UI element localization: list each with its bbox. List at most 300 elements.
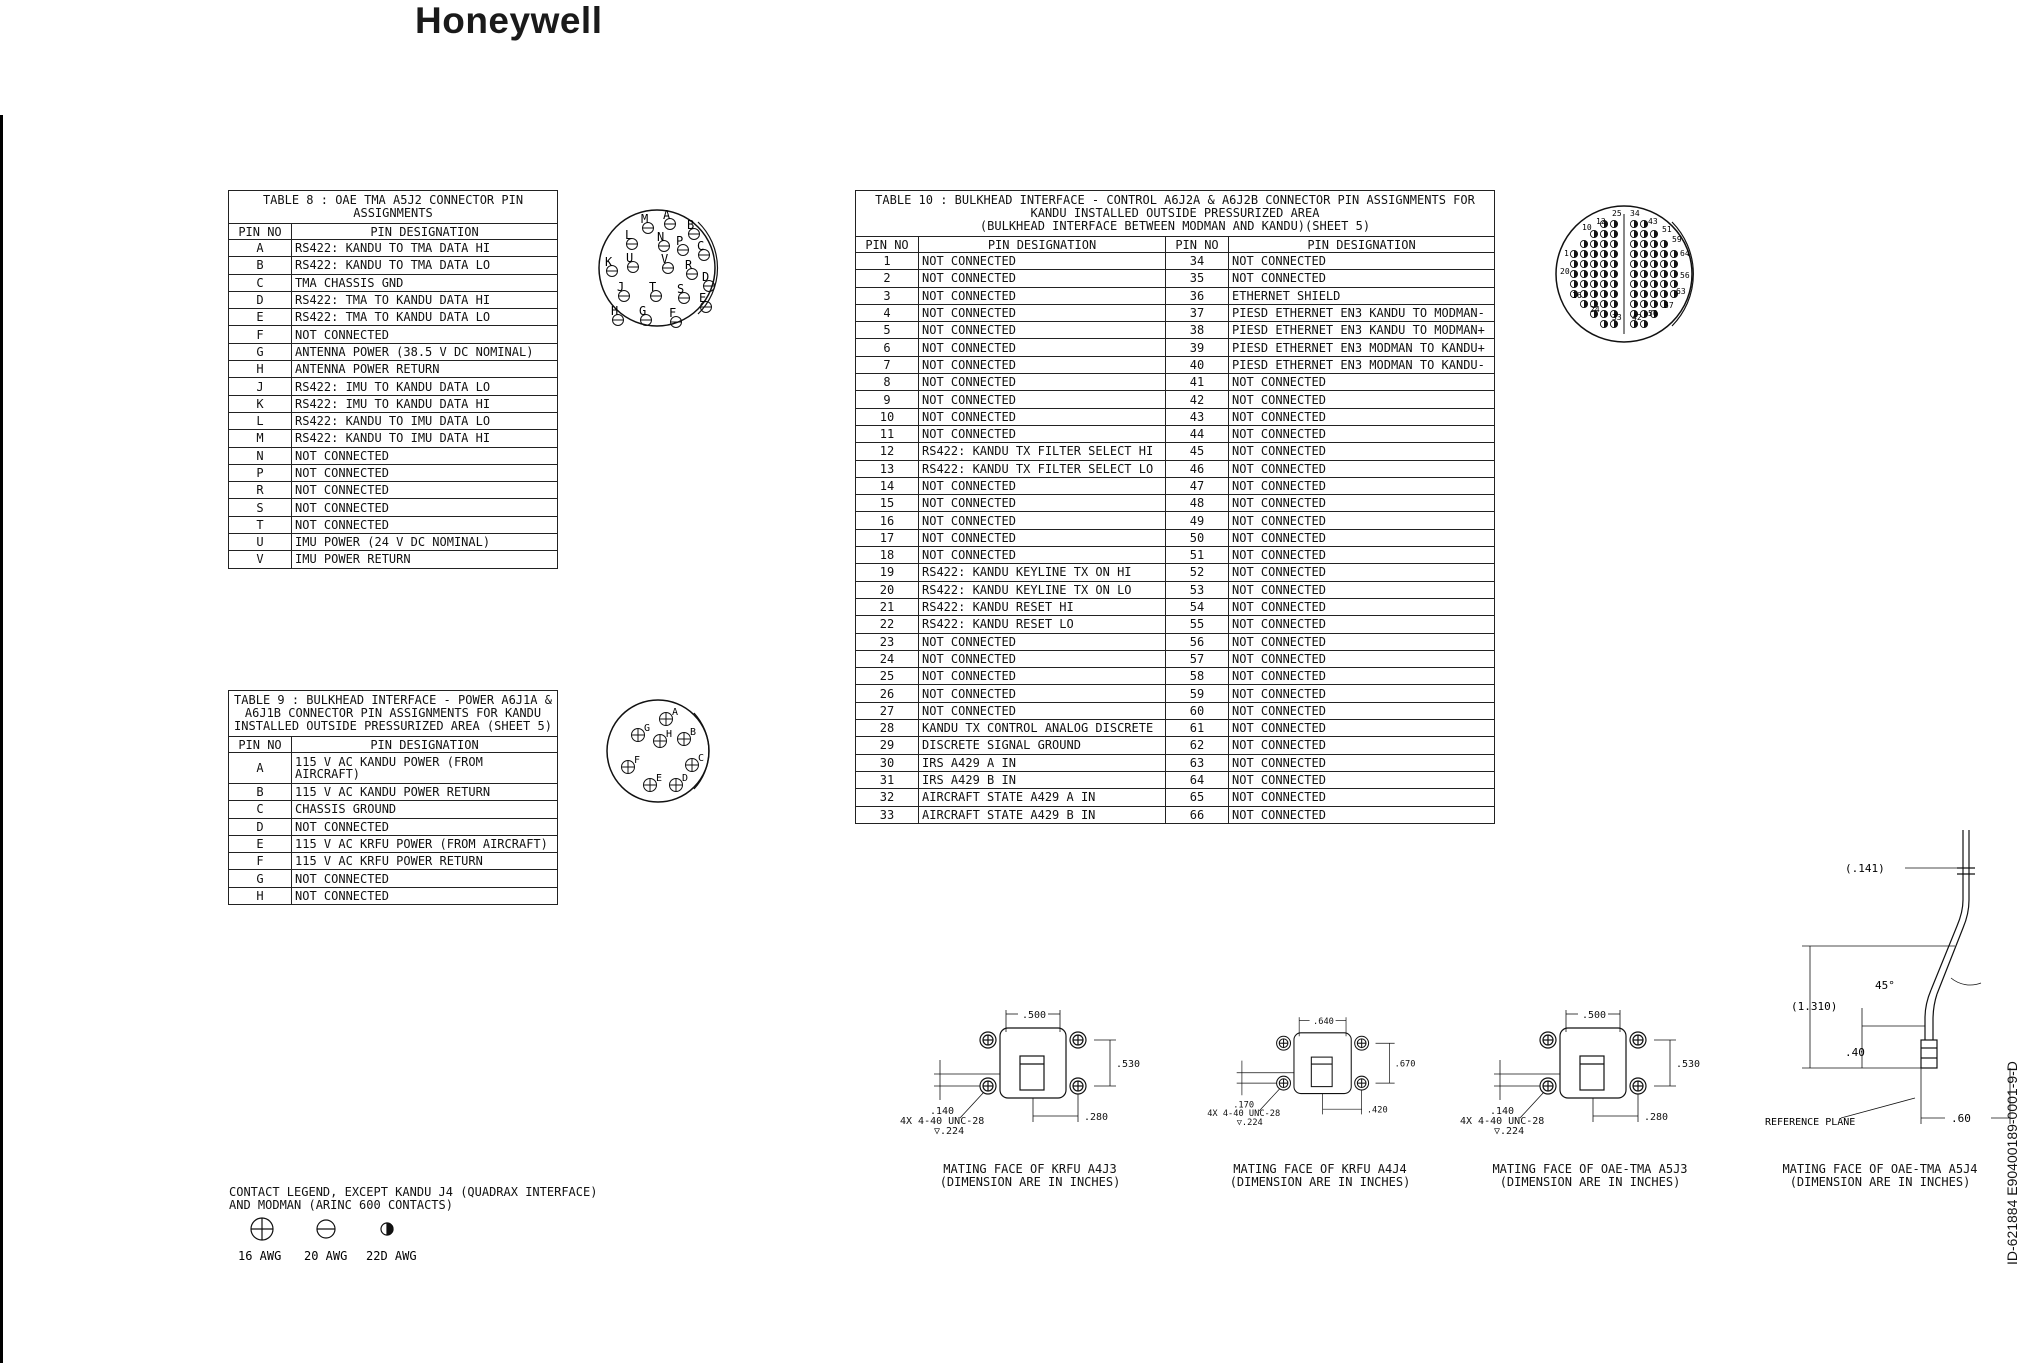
connector-a6j2-pin bbox=[1610, 280, 1617, 287]
connector-a6j2-pin bbox=[1650, 280, 1657, 287]
table-10-row bbox=[856, 529, 1495, 546]
table-10-pin-no: 59 bbox=[1166, 685, 1229, 702]
connector-a6j2-pin bbox=[1650, 250, 1657, 257]
table-10-pin-no: 32 bbox=[856, 789, 919, 806]
table-8-pin-no: L bbox=[229, 412, 292, 429]
table-8-pin-designation: NOT CONNECTED bbox=[292, 447, 558, 464]
table-10-row bbox=[856, 633, 1495, 650]
connector-a6j2-pin bbox=[1630, 260, 1637, 267]
table-10-pin-designation: NOT CONNECTED bbox=[1229, 391, 1495, 408]
table-10-pin-designation: PIESD ETHERNET EN3 MODMAN TO KANDU- bbox=[1229, 356, 1495, 373]
dim-left-label: .170 bbox=[1233, 1100, 1255, 1111]
a5j4-angle-arc bbox=[1951, 978, 1981, 985]
table-10-pin-no: 4 bbox=[856, 304, 919, 321]
table-9-row bbox=[229, 835, 558, 852]
connector-a5j2-pin-label: L bbox=[625, 228, 633, 242]
table-10-pin-designation: NOT CONNECTED bbox=[1229, 477, 1495, 494]
table-10-pin-no: 19 bbox=[856, 564, 919, 581]
contact-22d-awg-label: 22D AWG bbox=[366, 1249, 417, 1263]
a5j4-dim-60: .60 bbox=[1951, 1112, 1971, 1125]
table-10-header-pin-designation-2: PIN DESIGNATION bbox=[1229, 237, 1495, 253]
table-9-row bbox=[229, 887, 558, 904]
connector-a6j2-pin-number: 24 bbox=[1590, 305, 1600, 314]
connector-a6j2-pin bbox=[1630, 240, 1637, 247]
table-10-pin-designation: NOT CONNECTED bbox=[919, 356, 1166, 373]
table-10-pin-no: 44 bbox=[1166, 425, 1229, 442]
table-8-pin-designation: NOT CONNECTED bbox=[292, 482, 558, 499]
mating-face-caption bbox=[890, 1163, 1170, 1189]
connector-a6j2-pin-number: 20 bbox=[1560, 267, 1570, 276]
table-9-pin-no: H bbox=[229, 887, 292, 904]
table-10-pin-no: 50 bbox=[1166, 529, 1229, 546]
connector-a6j2-pin bbox=[1580, 270, 1587, 277]
connector-a6j1-pin bbox=[678, 727, 697, 746]
mating-face-caption bbox=[1450, 1163, 1730, 1189]
table-10-pin-designation: NOT CONNECTED bbox=[1229, 564, 1495, 581]
connector-a5j2-pin-label: A bbox=[663, 208, 671, 222]
table-10-pin-designation: NOT CONNECTED bbox=[1229, 495, 1495, 512]
dim-top-label: .500 bbox=[1022, 1010, 1047, 1021]
table-10-pin-designation: NOT CONNECTED bbox=[919, 408, 1166, 425]
table-9-pin-designation: 115 V AC KANDU POWER RETURN bbox=[292, 784, 558, 801]
table-10-pin-no: 66 bbox=[1166, 806, 1229, 823]
table-10-pin-no: 65 bbox=[1166, 789, 1229, 806]
table-10-pin-designation: RS422: KANDU KEYLINE TX ON LO bbox=[919, 581, 1166, 598]
connector-a6j2-pin-number: 56 bbox=[1680, 271, 1690, 280]
dim-right-label: .670 bbox=[1394, 1059, 1416, 1070]
connector-a6j2-pin-number: 63 bbox=[1676, 287, 1686, 296]
table-9-pin-no: F bbox=[229, 853, 292, 870]
table-10-pin-designation: NOT CONNECTED bbox=[1229, 581, 1495, 598]
a5j4-cable-drawing bbox=[1755, 828, 2020, 1133]
table-8-row bbox=[229, 447, 558, 464]
connector-a6j2-pin-number: 16 bbox=[1572, 291, 1582, 300]
connector-a6j1-pin bbox=[632, 723, 651, 742]
callout-leader bbox=[1520, 1092, 1544, 1118]
table-8-row bbox=[229, 326, 558, 343]
connector-a6j2-pin bbox=[1610, 220, 1617, 227]
connector-a6j2-pin bbox=[1580, 300, 1587, 307]
contact-legend-symbols bbox=[230, 1216, 440, 1264]
connector-a6j2-pin bbox=[1660, 260, 1667, 267]
table-10-pin-no: 27 bbox=[856, 702, 919, 719]
table-10-pin-no: 57 bbox=[1166, 650, 1229, 667]
connector-a6j2-pin bbox=[1580, 240, 1587, 247]
table-10-row bbox=[856, 806, 1495, 823]
connector-a6j2-pin bbox=[1660, 250, 1667, 257]
table-8-row bbox=[229, 464, 558, 481]
connector-a6j2-pin bbox=[1570, 250, 1577, 257]
connector-a5j2-pin-label: V bbox=[661, 252, 669, 266]
table-8-pin-designation: NOT CONNECTED bbox=[292, 326, 558, 343]
table-10-row bbox=[856, 685, 1495, 702]
table-10-pin-designation: NOT CONNECTED bbox=[919, 374, 1166, 391]
table-10-pin-designation: RS422: KANDU TX FILTER SELECT LO bbox=[919, 460, 1166, 477]
connector-a6j2-pin bbox=[1610, 230, 1617, 237]
table-10-pin-no: 56 bbox=[1166, 633, 1229, 650]
table-10-pin-designation: NOT CONNECTED bbox=[1229, 598, 1495, 615]
connector-a6j2-pin bbox=[1640, 260, 1647, 267]
connector-a6j2-pin bbox=[1650, 300, 1657, 307]
table-8-body bbox=[229, 240, 558, 569]
table-10-pin-no: 51 bbox=[1166, 547, 1229, 564]
connector-a6j2-pin bbox=[1600, 240, 1607, 247]
figure-id: ID-621884 E90400189-0001-9-D bbox=[2004, 1061, 2020, 1265]
table-10-pin-no: 35 bbox=[1166, 270, 1229, 287]
a5j4-cable-bend-2 bbox=[1933, 994, 1937, 1040]
connector-a5j2-pin-label: M bbox=[641, 212, 649, 226]
a5j4-dim-1310: (1.310) bbox=[1791, 1000, 1838, 1013]
table-10-row bbox=[856, 408, 1495, 425]
table-8-row bbox=[229, 361, 558, 378]
connector-a5j2-pin-label: P bbox=[676, 234, 684, 248]
table-10-pin-no: 60 bbox=[1166, 702, 1229, 719]
table-9-pin-designation: NOT CONNECTED bbox=[292, 887, 558, 904]
table-10-pin-no: 22 bbox=[856, 616, 919, 633]
table-10-pin-no: 17 bbox=[856, 529, 919, 546]
connector-a6j2-pin bbox=[1640, 240, 1647, 247]
table-8-pin-no: U bbox=[229, 534, 292, 551]
honeywell-logo: Honeywell bbox=[415, 0, 603, 41]
a5j4-caption-line-1: MATING FACE OF OAE-TMA A5J4 bbox=[1782, 1162, 1978, 1176]
dim-right-label: .530 bbox=[1116, 1059, 1141, 1070]
connector-a6j2-pin bbox=[1650, 290, 1657, 297]
table-10-row bbox=[856, 443, 1495, 460]
table-10-pin-designation: NOT CONNECTED bbox=[1229, 253, 1495, 270]
table-10-pin-no: 55 bbox=[1166, 616, 1229, 633]
table-10-pin-no: 10 bbox=[856, 408, 919, 425]
table-8-pin-designation: RS422: KANDU TO IMU DATA LO bbox=[292, 412, 558, 429]
a5j4-caption-line-2: (DIMENSION ARE IN INCHES) bbox=[1789, 1175, 1971, 1189]
mating-face-key bbox=[1311, 1057, 1332, 1087]
table-10-pin-no: 29 bbox=[856, 737, 919, 754]
table-9-header-pin-no: PIN NO bbox=[229, 737, 292, 753]
table-9-pin-designation: CHASSIS GROUND bbox=[292, 801, 558, 818]
table-10-pin-designation: NOT CONNECTED bbox=[1229, 633, 1495, 650]
connector-a5j2-pin bbox=[626, 251, 639, 273]
connector-a5j2-pin-label: G bbox=[639, 304, 647, 318]
table-10-pin-designation: NOT CONNECTED bbox=[1229, 547, 1495, 564]
mating-face-caption bbox=[1190, 1163, 1450, 1189]
connector-a6j2-pin-number: 12 bbox=[1596, 217, 1606, 226]
connector-a5j2-pin bbox=[677, 282, 690, 304]
table-10-pin-designation: NOT CONNECTED bbox=[1229, 702, 1495, 719]
table-10-pin-designation: NOT CONNECTED bbox=[919, 391, 1166, 408]
table-10-pin-designation: NOT CONNECTED bbox=[1229, 512, 1495, 529]
table-9-body bbox=[229, 753, 558, 905]
table-10-pin-no: 33 bbox=[856, 806, 919, 823]
table-8-pin-designation: ANTENNA POWER RETURN bbox=[292, 361, 558, 378]
table-10-pin-no: 36 bbox=[1166, 287, 1229, 304]
table-10-row bbox=[856, 460, 1495, 477]
table-10-pin-no: 47 bbox=[1166, 477, 1229, 494]
table-10-pin-no: 8 bbox=[856, 374, 919, 391]
table-8-row bbox=[229, 240, 558, 257]
connector-a6j2-pin-number: 34 bbox=[1630, 209, 1640, 218]
table-8-row bbox=[229, 499, 558, 516]
table-10-pin-no: 45 bbox=[1166, 443, 1229, 460]
table-10-row bbox=[856, 304, 1495, 321]
table-10-pin-designation: DISCRETE SIGNAL GROUND bbox=[919, 737, 1166, 754]
a5j4-dim-40: .40 bbox=[1845, 1046, 1865, 1059]
table-10-pin-designation: NOT CONNECTED bbox=[919, 668, 1166, 685]
connector-a6j2-pin bbox=[1600, 270, 1607, 277]
connector-a6j2-face bbox=[1548, 198, 1713, 348]
table-8-pin-designation: NOT CONNECTED bbox=[292, 516, 558, 533]
connector-a6j1-pin bbox=[660, 707, 679, 726]
table-10-row bbox=[856, 598, 1495, 615]
table-8-row bbox=[229, 378, 558, 395]
table-8-pin-designation: RS422: KANDU TO TMA DATA HI bbox=[292, 240, 558, 257]
dim-bottom-label: .280 bbox=[1084, 1112, 1109, 1123]
table-10-row bbox=[856, 287, 1495, 304]
a5j4-dim-141: (.141) bbox=[1845, 862, 1885, 875]
table-10-pin-designation: NOT CONNECTED bbox=[1229, 789, 1495, 806]
table-10-pin-designation: NOT CONNECTED bbox=[919, 495, 1166, 512]
table-9-pin-no: D bbox=[229, 818, 292, 835]
table-10-pin-designation: NOT CONNECTED bbox=[1229, 374, 1495, 391]
dim-bottom-label: .420 bbox=[1366, 1105, 1388, 1116]
table-10-pin-no: 15 bbox=[856, 495, 919, 512]
connector-a5j2-pin-label: B bbox=[687, 218, 695, 232]
table-10-pin-no: 31 bbox=[856, 771, 919, 788]
table-8-pin-no: F bbox=[229, 326, 292, 343]
table-10-pin-no: 43 bbox=[1166, 408, 1229, 425]
contact-16-awg-label: 16 AWG bbox=[238, 1249, 282, 1263]
connector-a6j2-pin bbox=[1640, 300, 1647, 307]
table-8-pin-no: V bbox=[229, 551, 292, 568]
table-8-pin-designation: RS422: IMU TO KANDU DATA HI bbox=[292, 395, 558, 412]
mating-face-caption-line-1: MATING FACE OF KRFU A4J3 bbox=[943, 1162, 1117, 1176]
connector-a6j2-pin-number: 59 bbox=[1672, 235, 1682, 244]
table-10-row bbox=[856, 477, 1495, 494]
connector-a5j2-pin-label: K bbox=[605, 255, 613, 269]
table-10-row bbox=[856, 702, 1495, 719]
table-9-pin-no: G bbox=[229, 870, 292, 887]
table-9-pin-designation: NOT CONNECTED bbox=[292, 870, 558, 887]
table-10-row bbox=[856, 495, 1495, 512]
dim-top-label: .640 bbox=[1313, 1017, 1334, 1028]
thread-callout: 4X 4-40 UNC-28 bbox=[1460, 1116, 1545, 1127]
connector-a6j2-pin bbox=[1640, 270, 1647, 277]
table-10-pin-no: 9 bbox=[856, 391, 919, 408]
dim-left-label: .140 bbox=[930, 1106, 955, 1117]
table-10-pin-designation: NOT CONNECTED bbox=[1229, 443, 1495, 460]
connector-a6j2-pin bbox=[1630, 290, 1637, 297]
connector-a6j1-pins bbox=[622, 707, 705, 792]
mating-face-caption-line-2: (DIMENSION ARE IN INCHES) bbox=[1499, 1175, 1681, 1189]
connector-a6j2-pin bbox=[1650, 240, 1657, 247]
table-10-pin-designation: NOT CONNECTED bbox=[919, 477, 1166, 494]
table-8-pin-designation: IMU POWER (24 V DC NOMINAL) bbox=[292, 534, 558, 551]
table-10-header-pin-designation-1: PIN DESIGNATION bbox=[919, 237, 1166, 253]
dim-top-label: .500 bbox=[1582, 1010, 1607, 1021]
table-9-pin-no: B bbox=[229, 784, 292, 801]
connector-a6j2-pin bbox=[1610, 260, 1617, 267]
connector-a6j1-pin-label: C bbox=[698, 753, 705, 764]
connector-a6j1-pin-label: B bbox=[690, 727, 697, 738]
table-10-pin-designation: NOT CONNECTED bbox=[1229, 529, 1495, 546]
table-10-pin-designation: ETHERNET SHIELD bbox=[1229, 287, 1495, 304]
connector-a6j1-pin-label: H bbox=[666, 729, 673, 740]
table-9-row bbox=[229, 853, 558, 870]
connector-a6j1-pin bbox=[670, 773, 689, 792]
connector-a6j2-pin-number: 10 bbox=[1582, 223, 1592, 232]
thread-depth-callout: ▽.224 bbox=[1494, 1126, 1525, 1135]
table-9-pin-no: C bbox=[229, 801, 292, 818]
table-10-pin-designation: RS422: KANDU KEYLINE TX ON HI bbox=[919, 564, 1166, 581]
connector-a6j1-pin-label: A bbox=[672, 707, 679, 718]
table-8-pin-designation: ANTENNA POWER (38.5 V DC NOMINAL) bbox=[292, 343, 558, 360]
connector-a5j2-pin bbox=[639, 304, 652, 326]
table-8-pin-designation: RS422: IMU TO KANDU DATA LO bbox=[292, 378, 558, 395]
table-8-title: TABLE 8 : OAE TMA A5J2 CONNECTOR PIN ASSIGNMENTS bbox=[229, 191, 558, 224]
connector-a6j2-pin-number: 33 bbox=[1612, 313, 1622, 322]
table-10-pin-designation: NOT CONNECTED bbox=[919, 633, 1166, 650]
table-10-row bbox=[856, 581, 1495, 598]
table-10-row bbox=[856, 737, 1495, 754]
table-10-pin-no: 53 bbox=[1166, 581, 1229, 598]
connector-a6j2-pin bbox=[1590, 250, 1597, 257]
table-8-pin-no: M bbox=[229, 430, 292, 447]
connector-a6j2-pin bbox=[1640, 290, 1647, 297]
table-10-row bbox=[856, 754, 1495, 771]
table-10-pin-no: 63 bbox=[1166, 754, 1229, 771]
page-border-left bbox=[0, 115, 3, 1363]
connector-a6j2-pin bbox=[1670, 260, 1677, 267]
connector-a5j2-pin bbox=[657, 230, 670, 252]
table-10-row bbox=[856, 356, 1495, 373]
mating-face-flange bbox=[1560, 1028, 1626, 1098]
table-10-row bbox=[856, 616, 1495, 633]
thread-depth-callout: ▽.224 bbox=[1236, 1117, 1263, 1128]
connector-a6j2-pin bbox=[1590, 240, 1597, 247]
connector-a6j2-pin-number: 1 bbox=[1564, 249, 1569, 258]
table-10-pin-no: 18 bbox=[856, 547, 919, 564]
connector-a5j2-pin bbox=[663, 208, 676, 230]
table-10-pin-designation: NOT CONNECTED bbox=[1229, 771, 1495, 788]
table-10-pin-no: 2 bbox=[856, 270, 919, 287]
table-10-pin-no: 58 bbox=[1166, 668, 1229, 685]
connector-a5j2-pin bbox=[687, 218, 700, 240]
table-8-pin-no: K bbox=[229, 395, 292, 412]
table-8-row bbox=[229, 274, 558, 291]
connector-a5j2-pin-label: R bbox=[685, 258, 693, 272]
table-10-pin-designation: NOT CONNECTED bbox=[1229, 668, 1495, 685]
table-10-row bbox=[856, 322, 1495, 339]
connector-a6j1-pin bbox=[654, 729, 673, 748]
connector-a5j2-pin bbox=[649, 280, 662, 302]
connector-a6j2-pin bbox=[1630, 230, 1637, 237]
connector-a6j2-pin bbox=[1630, 270, 1637, 277]
connector-a6j2-pin-number: 51 bbox=[1662, 225, 1672, 234]
table-10-pin-designation: NOT CONNECTED bbox=[1229, 460, 1495, 477]
table-10-pin-designation: IRS A429 A IN bbox=[919, 754, 1166, 771]
table-9-pin-designation: 115 V AC KANDU POWER (FROM AIRCRAFT) bbox=[292, 753, 558, 784]
callout-leader bbox=[960, 1092, 984, 1118]
a5j4-cable-edge-2 bbox=[1937, 830, 1969, 994]
dim-bottom-label: .280 bbox=[1644, 1112, 1669, 1123]
table-8-header-pin-no: PIN NO bbox=[229, 224, 292, 240]
connector-a6j2-pin bbox=[1600, 290, 1607, 297]
contact-legend-line-1: CONTACT LEGEND, EXCEPT KANDU J4 (QUADRAX INTERFACE) bbox=[229, 1185, 598, 1199]
connector-a5j2-pin-label: T bbox=[649, 280, 657, 294]
table-10-row bbox=[856, 650, 1495, 667]
a5j4-angle: 45° bbox=[1875, 979, 1895, 992]
connector-a6j2-pin bbox=[1630, 300, 1637, 307]
table-10-pin-designation: NOT CONNECTED bbox=[919, 425, 1166, 442]
table-10-header-pin-no-1: PIN NO bbox=[856, 237, 919, 253]
connector-a6j2-pin bbox=[1600, 300, 1607, 307]
connector-a5j2-pin-label: H bbox=[611, 304, 619, 318]
table-10-pin-no: 52 bbox=[1166, 564, 1229, 581]
table-10-pin-designation: NOT CONNECTED bbox=[919, 253, 1166, 270]
table-10-pin-no: 26 bbox=[856, 685, 919, 702]
connector-a6j2-pin bbox=[1640, 250, 1647, 257]
table-10-pin-designation: RS422: KANDU TX FILTER SELECT HI bbox=[919, 443, 1166, 460]
connector-a6j2-pin bbox=[1570, 280, 1577, 287]
a5j4-caption bbox=[1765, 1163, 1995, 1189]
table-10-row bbox=[856, 339, 1495, 356]
table-10-pin-designation: NOT CONNECTED bbox=[919, 685, 1166, 702]
table-10-pin-no: 40 bbox=[1166, 356, 1229, 373]
table-8-pin-designation: NOT CONNECTED bbox=[292, 464, 558, 481]
table-10-row bbox=[856, 391, 1495, 408]
mating-face-flange bbox=[1294, 1033, 1351, 1094]
table-10-pin-designation: IRS A429 B IN bbox=[919, 771, 1166, 788]
callout-leader bbox=[1259, 1088, 1280, 1111]
table-8-pin-no: R bbox=[229, 482, 292, 499]
table-10-title-line-2: KANDU INSTALLED OUTSIDE PRESSURIZED AREA bbox=[1030, 206, 1320, 220]
table-8-pin-no: H bbox=[229, 361, 292, 378]
table-8-row bbox=[229, 412, 558, 429]
table-10-pin-designation: PIESD ETHERNET EN3 MODMAN TO KANDU+ bbox=[1229, 339, 1495, 356]
connector-a5j2-pin bbox=[625, 228, 638, 250]
table-9-pin-designation: 115 V AC KRFU POWER (FROM AIRCRAFT) bbox=[292, 835, 558, 852]
connector-a6j1-pin-label: F bbox=[634, 755, 641, 766]
connector-a6j2-pin bbox=[1590, 260, 1597, 267]
a5j4-ref-plane-leader bbox=[1841, 1098, 1915, 1118]
table-10-pin-no: 46 bbox=[1166, 460, 1229, 477]
connector-a6j1-pin-label: E bbox=[656, 773, 663, 784]
mating-face-caption-line-2: (DIMENSION ARE IN INCHES) bbox=[939, 1175, 1121, 1189]
dim-left-label: .140 bbox=[1490, 1106, 1515, 1117]
table-9-pin-no: E bbox=[229, 835, 292, 852]
table-8 bbox=[228, 190, 558, 569]
connector-a6j2-pin bbox=[1660, 280, 1667, 287]
connector-a6j2-pin-number: 43 bbox=[1648, 217, 1658, 226]
table-10-pin-no: 3 bbox=[856, 287, 919, 304]
table-10-pin-no: 12 bbox=[856, 443, 919, 460]
table-10-pin-no: 14 bbox=[856, 477, 919, 494]
connector-a5j2-pin bbox=[669, 306, 682, 328]
table-10 bbox=[855, 190, 1495, 824]
a5j4-cable-edge-1 bbox=[1931, 830, 1963, 990]
table-8-pin-no: J bbox=[229, 378, 292, 395]
table-10-pin-no: 61 bbox=[1166, 720, 1229, 737]
table-10-pin-designation: AIRCRAFT STATE A429 B IN bbox=[919, 806, 1166, 823]
table-10-pin-designation: NOT CONNECTED bbox=[919, 322, 1166, 339]
connector-a6j2-pin bbox=[1590, 290, 1597, 297]
table-8-row bbox=[229, 430, 558, 447]
a5j4-connector-body bbox=[1921, 1040, 1937, 1068]
connector-a6j2-pin bbox=[1600, 260, 1607, 267]
connector-a5j2-pin-label: S bbox=[677, 282, 685, 296]
table-8-row bbox=[229, 482, 558, 499]
table-9-row bbox=[229, 753, 558, 784]
table-10-body bbox=[856, 253, 1495, 824]
mating-face-key bbox=[1580, 1056, 1604, 1090]
